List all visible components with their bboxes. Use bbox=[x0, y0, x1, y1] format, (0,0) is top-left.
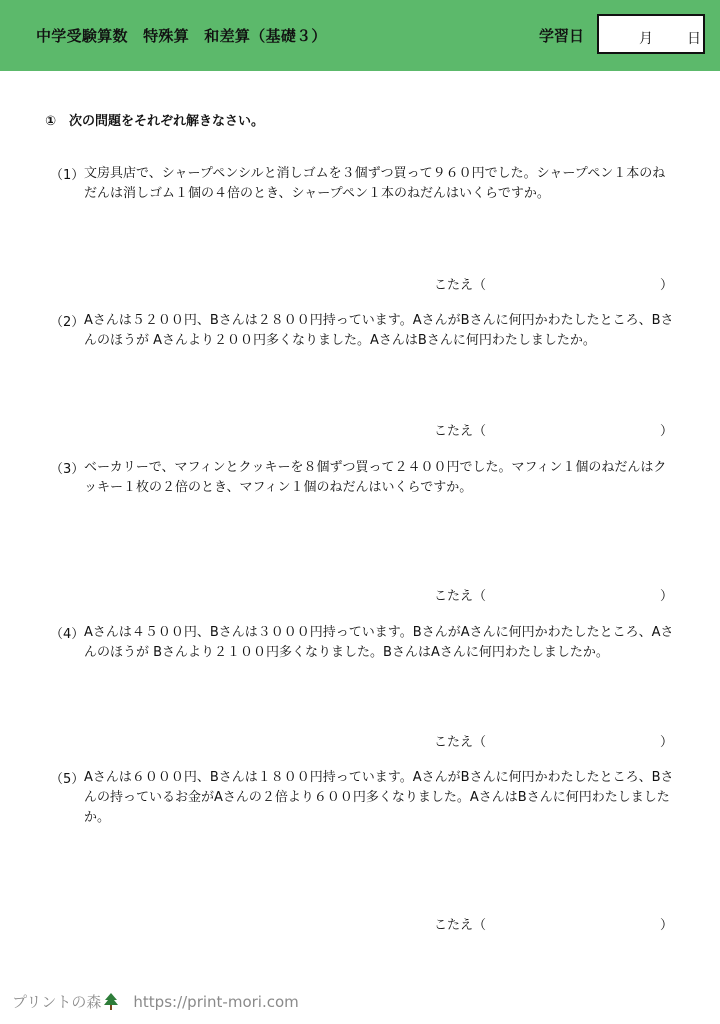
problem-number: （5） bbox=[50, 772, 85, 787]
answer-line-2[interactable] bbox=[0, 420, 720, 440]
answer-close-paren: ） bbox=[660, 424, 674, 439]
problem-text: Aさんは５２００円、Bさんは２８００円持っています。AさんがBさんに何円かわたしたところ、Bさんのほうが Aさんより２００円多くなりました。AさんはBさんに何円わたしましたか。 bbox=[84, 313, 674, 348]
footer bbox=[12, 991, 299, 1012]
problem-text: Aさんは４５００円、Bさんは３０００円持っています。BさんがAさんに何円かわたしたところ、Aさんのほうが Bさんより２１００円多くなりました。BさんはAさんに何円わたしましたか。 bbox=[84, 625, 674, 660]
answer-label: こたえ（ bbox=[434, 735, 487, 750]
answer-close-paren: ） bbox=[660, 735, 674, 750]
answer-close-paren: ） bbox=[660, 918, 674, 933]
footer-url[interactable]: https://print-mori.com bbox=[133, 992, 299, 1011]
study-date-label: 学習日 bbox=[539, 27, 585, 45]
answer-close-paren: ） bbox=[660, 278, 674, 293]
page-title: 中学受験算数 特殊算 和差算（基礎３） bbox=[36, 27, 327, 45]
problem-number: （2） bbox=[50, 315, 85, 330]
problem-number: （4） bbox=[50, 627, 85, 642]
answer-line-4[interactable] bbox=[0, 731, 720, 751]
problem-text: ベーカリーで、マフィンとクッキーを８個ずつ買って２４００円でした。マフィン１個のねだんはクッキー１枚の２倍のとき、マフィン１個のねだんはいくらですか。 bbox=[84, 460, 667, 495]
month-label: 月 bbox=[639, 31, 653, 47]
problem-number: （3） bbox=[50, 462, 85, 477]
problem-text: 文房具店で、シャープペンシルと消しゴムを３個ずつ買って９６０円でした。シャープペン１本のねだんは消しゴム１個の４倍のとき、シャープペン１本のねだんはいくらですか。 bbox=[84, 166, 666, 201]
tree-icon bbox=[103, 993, 119, 1011]
answer-label: こたえ（ bbox=[434, 424, 487, 439]
instruction-heading: ① 次の問題をそれぞれ解きなさい。 bbox=[45, 114, 265, 129]
problem-number: （1） bbox=[50, 168, 85, 183]
study-date-box[interactable] bbox=[597, 14, 705, 54]
answer-label: こたえ（ bbox=[434, 589, 487, 604]
footer-brand: プリントの森 bbox=[12, 993, 102, 1011]
answer-close-paren: ） bbox=[660, 589, 674, 604]
answer-line-3[interactable] bbox=[0, 585, 720, 605]
answer-line-5[interactable] bbox=[0, 914, 720, 934]
header-bar bbox=[0, 0, 720, 71]
problem-text: Aさんは６０００円、Bさんは１８００円持っています。AさんがBさんに何円かわたしたところ、Bさんの持っているお金がAさんの２倍より６００円多くなりました。AさんはBさんに何円わたしましたか。 bbox=[84, 770, 674, 825]
answer-label: こたえ（ bbox=[434, 918, 487, 933]
answer-label: こたえ（ bbox=[434, 278, 487, 293]
answer-line-1[interactable] bbox=[0, 274, 720, 294]
day-label: 日 bbox=[687, 31, 701, 47]
